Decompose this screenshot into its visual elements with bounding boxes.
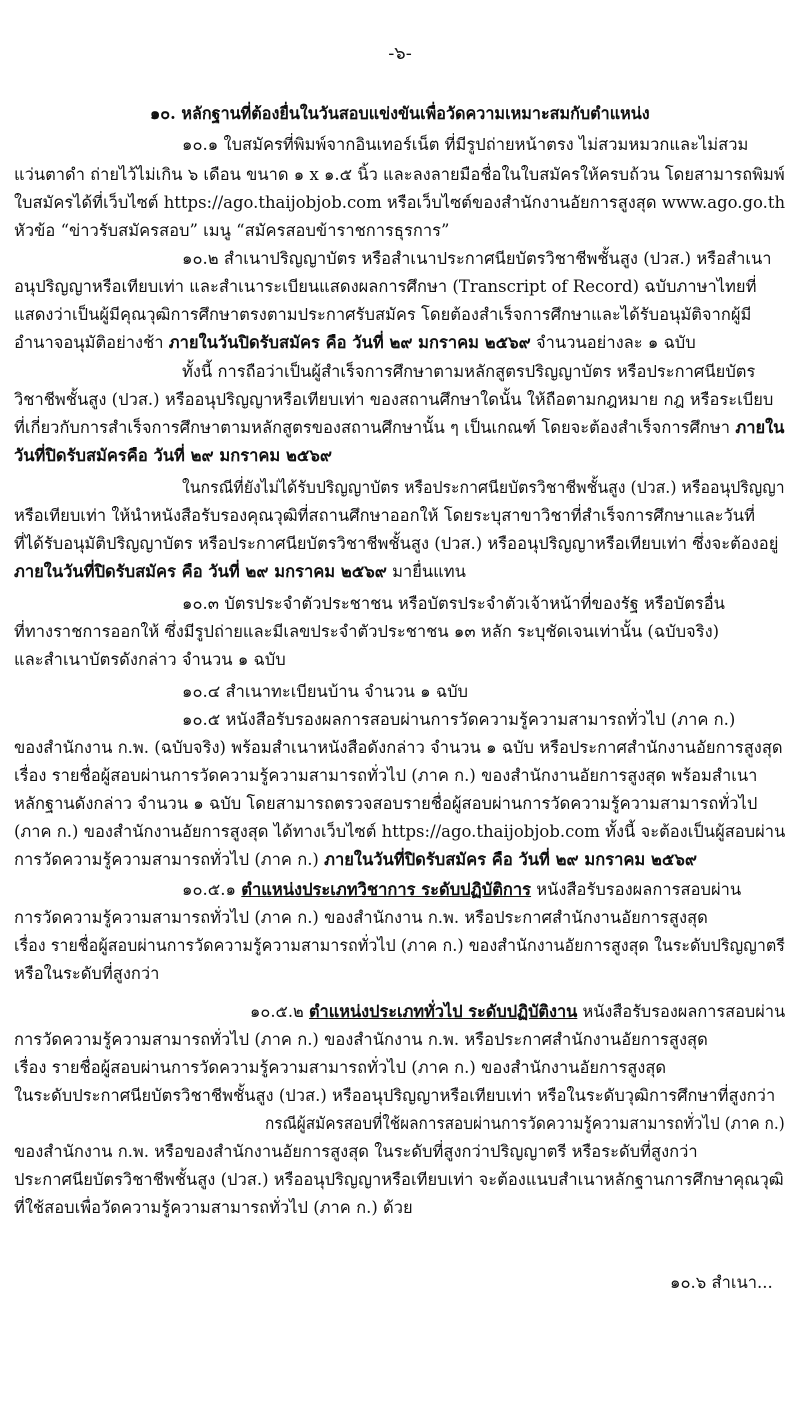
text-segment: จำนวนอย่างละ ๑ ฉบับ <box>530 333 696 352</box>
text-line <box>182 476 785 500</box>
text-segment: ภายในวันปิดรับสมัคร คือ วันที่ ๒๙ มกราคม ๒๕๖๙ <box>168 333 531 352</box>
text-segment: อนุปริญญาหรือเทียบเท่า และสำเนาระเบียนแสดงผลการศึกษา (Transcript of Record) ฉบับภาษาไทยที่ <box>14 277 757 296</box>
text-segment: ประกาศนียบัตรวิชาชีพชั้นสูง (ปวส.) หรืออนุปริญญาหรือเทียบเท่า จะต้องแนบสำเนาหลักฐานการศึกษาคุณวุฒิ <box>14 1170 784 1189</box>
text-segment: วันที่ปิดรับสมัครคือ วันที่ ๒๙ มกราคม ๒๕๖๙ <box>14 446 332 465</box>
text-line <box>14 764 757 788</box>
text-line <box>14 934 785 958</box>
text-segment: ๑๐.๒ สำเนาปริญญาบัตร หรือสำเนาประกาศนียบัตรวิชาชีพชั้นสูง (ปวส.) หรือสำเนา <box>182 249 772 268</box>
text-segment: ๑๐.๖ สำเนา... <box>670 1273 773 1292</box>
page-number: -๖- <box>388 43 412 64</box>
text-line <box>14 219 449 243</box>
text-line <box>14 1168 784 1192</box>
text-segment: อำนาจอนุมัติอย่างช้า <box>14 333 169 352</box>
text-line <box>14 1028 708 1052</box>
text-line <box>14 848 697 872</box>
text-line <box>265 1112 785 1136</box>
text-line <box>182 247 772 271</box>
text-line <box>14 1196 413 1220</box>
text-segment: ทั้งนี้ การถือว่าเป็นผู้สำเร็จการศึกษาตามหลักสูตรปริญญาบัตร หรือประกาศนียบัตร <box>182 362 756 381</box>
text-segment: กรณีผู้สมัครสอบที่ใช้ผลการสอบผ่านการวัดความรู้ความสามารถทั่วไป (ภาค ก.) <box>265 1114 785 1133</box>
text-line <box>14 962 159 986</box>
text-line <box>14 191 785 215</box>
text-line <box>670 1271 773 1295</box>
text-segment: ภายใน <box>735 418 785 437</box>
text-segment: ๑๐. หลักฐานที่ต้องยื่นในวันสอบแข่งขันเพื่อวัดความเหมาะสมกับตำแหน่ง <box>150 104 650 123</box>
text-segment: หลักฐานดังกล่าว จำนวน ๑ ฉบับ โดยสามารถตรวจสอบรายชื่อผู้สอบผ่านการวัดความรู้ความสามารถทั่วไป <box>14 794 758 813</box>
text-segment: ภายในวันที่ปิดรับสมัคร คือ วันที่ ๒๙ มกราคม ๒๕๖๙ <box>324 850 697 869</box>
text-line <box>14 303 751 327</box>
text-segment: ที่ทางราชการออกให้ ซึ่งมีรูปถ่ายและมีเลขประจำตัวประชาชน ๑๓ หลัก ระบุชัดเจนเท่านั้น (ฉบับจริง) <box>14 622 720 641</box>
text-segment: แสดงว่าเป็นผู้มีคุณวุฒิการศึกษาตรงตามประกาศรับสมัคร โดยต้องสำเร็จการศึกษาและได้รับอนุมัติจากผู้มี <box>14 305 752 324</box>
text-segment: แว่นตาดำ ถ่ายไว้ไม่เกิน ๖ เดือน ขนาด ๑ x ๑.๕ นิ้ว และลงลายมือชื่อในใบสมัครให้ครบถ้วน โดยสามารถพิมพ์ <box>14 165 785 184</box>
text-line <box>14 1084 775 1108</box>
text-line <box>182 680 468 704</box>
text-line <box>182 592 725 616</box>
text-segment: หนังสือรับรองผลการสอบผ่าน <box>531 880 742 899</box>
text-segment: ของสำนักงาน ก.พ. หรือของสำนักงานอัยการสูงสุด ในระดับที่สูงกว่าปริญญาตรี หรือระดับที่สูงกว่า <box>14 1142 698 1161</box>
text-segment: ที่ได้รับอนุมัติปริญญาบัตร หรือประกาศนียบัตรวิชาชีพชั้นสูง (ปวส.) หรืออนุปริญญาหรือเทียบเท่า ซึ่งจะต้องอยู่ <box>14 534 779 553</box>
text-segment: หนังสือรับรองผลการสอบผ่าน <box>577 1002 786 1021</box>
text-line <box>14 416 784 440</box>
text-line <box>14 1140 698 1164</box>
text-segment: เรื่อง รายชื่อผู้สอบผ่านการวัดความรู้ความสามารถทั่วไป (ภาค ก.) ของสำนักงานอัยการสูงสุด ในระดับปริญญาตรี <box>14 936 785 955</box>
text-segment: เรื่อง รายชื่อผู้สอบผ่านการวัดความรู้ความสามารถทั่วไป (ภาค ก.) ของสำนักงานอัยการสูงสุด พร้อมสำเนา <box>14 766 758 785</box>
text-line <box>14 648 286 672</box>
text-segment: ตำแหน่งประเภททั่วไป ระดับปฏิบัติงาน <box>308 1002 578 1021</box>
text-line <box>14 620 719 644</box>
text-segment: เรื่อง รายชื่อผู้สอบผ่านการวัดความรู้ความสามารถทั่วไป (ภาค ก.) ของสำนักงานอัยการสูงสุด <box>14 1058 667 1077</box>
text-segment: การวัดความรู้ความสามารถทั่วไป (ภาค ก.) ของสำนักงาน ก.พ. หรือประกาศสำนักงานอัยการสูงสุด <box>14 1030 708 1049</box>
text-line <box>14 906 708 930</box>
text-segment: ของสำนักงาน ก.พ. (ฉบับจริง) พร้อมสำเนาหนังสือดังกล่าว จำนวน ๑ ฉบับ หรือประกาศสำนักงานอัยการสูงสุด <box>14 738 783 757</box>
text-segment: มายื่นแทน <box>386 562 466 581</box>
text-line <box>14 560 466 584</box>
text-segment: หรือเทียบเท่า ให้นำหนังสือรับรองคุณวุฒิที่สถานศึกษาออกให้ โดยระบุสาขาวิชาที่สำเร็จการศึกษาและวันที่ <box>14 506 755 525</box>
text-segment: ที่ใช้สอบเพื่อวัดความรู้ความสามารถทั่วไป (ภาค ก.) ด้วย <box>14 1198 413 1217</box>
text-line <box>250 1000 785 1024</box>
text-segment: หรือในระดับที่สูงกว่า <box>14 964 160 983</box>
text-line <box>150 102 650 126</box>
text-segment: ๑๐.๑ ใบสมัครที่พิมพ์จากอินเทอร์เน็ต ที่มีรูปถ่ายหน้าตรง ไม่สวมหมวกและไม่สวม <box>182 135 749 154</box>
text-line <box>14 736 783 760</box>
text-line <box>14 792 757 816</box>
text-line <box>182 360 755 384</box>
text-segment: ภายในวันที่ปิดรับสมัคร คือ วันที่ ๒๙ มกราคม ๒๕๖๙ <box>14 562 387 581</box>
text-line <box>14 163 785 187</box>
text-segment: หัวข้อ “ข่าวรับสมัครสอบ” เมนู “สมัครสอบข้าราชการธุรการ” <box>14 221 450 240</box>
text-line <box>14 388 773 412</box>
text-line <box>14 504 755 528</box>
text-segment: ตำแหน่งประเภทวิชาการ ระดับปฏิบัติการ <box>241 880 532 899</box>
text-line <box>182 133 748 157</box>
text-line <box>14 820 785 844</box>
text-segment: (ภาค ก.) ของสำนักงานอัยการสูงสุด ได้ทางเว็บไซต์ https://ago.thaijobjob.com ทั้งนี้ จะต้องเป็นผู้สอบผ่าน <box>14 822 786 841</box>
text-segment: ๑๐.๕ หนังสือรับรองผลการสอบผ่านการวัดความรู้ความสามารถทั่วไป (ภาค ก.) <box>182 710 736 729</box>
text-segment: ในระดับประกาศนียบัตรวิชาชีพชั้นสูง (ปวส.) หรืออนุปริญญาหรือเทียบเท่า หรือในระดับวุฒิการศึกษาที่สูงกว่า <box>14 1086 776 1105</box>
text-line <box>14 331 696 355</box>
text-segment: วิชาชีพชั้นสูง (ปวส.) หรืออนุปริญญาหรือเทียบเท่า ของสถานศึกษาใดนั้น ให้ถือตามกฎหมาย กฎ หรือระเบียบ <box>14 390 774 409</box>
text-line <box>14 275 756 299</box>
text-segment: และสำเนาบัตรดังกล่าว จำนวน ๑ ฉบับ <box>14 650 286 669</box>
text-segment: ๑๐.๓ บัตรประจำตัวประชาชน หรือบัตรประจำตัวเจ้าหน้าที่ของรัฐ หรือบัตรอื่น <box>182 594 725 613</box>
text-line <box>14 444 332 468</box>
text-segment: การวัดความรู้ความสามารถทั่วไป (ภาค ก.) ของสำนักงาน ก.พ. หรือประกาศสำนักงานอัยการสูงสุด <box>14 908 708 927</box>
text-segment: ที่เกี่ยวกับการสำเร็จการศึกษาตามหลักสูตรของสถานศึกษานั้น ๆ เป็นเกณฑ์ โดยจะต้องสำเร็จการศึกษา <box>14 418 736 437</box>
text-line <box>182 878 741 902</box>
text-segment: การวัดความรู้ความสามารถทั่วไป (ภาค ก.) <box>14 850 325 869</box>
text-segment: ๑๐.๔ สำเนาทะเบียนบ้าน จำนวน ๑ ฉบับ <box>182 682 469 701</box>
text-segment: ใบสมัครได้ที่เว็บไซต์ https://ago.thaijobjob.com หรือเว็บไซต์ของสำนักงานอัยการสูงสุด www.ago.go.th <box>14 193 786 212</box>
text-line <box>14 532 778 556</box>
text-line <box>14 1056 666 1080</box>
text-line <box>182 708 735 732</box>
text-segment: ในกรณีที่ยังไม่ได้รับปริญญาบัตร หรือประกาศนียบัตรวิชาชีพชั้นสูง (ปวส.) หรืออนุปริญญา <box>182 478 785 497</box>
text-segment: ๑๐.๕.๑ <box>182 880 242 899</box>
text-segment: ๑๐.๕.๒ <box>250 1002 309 1021</box>
